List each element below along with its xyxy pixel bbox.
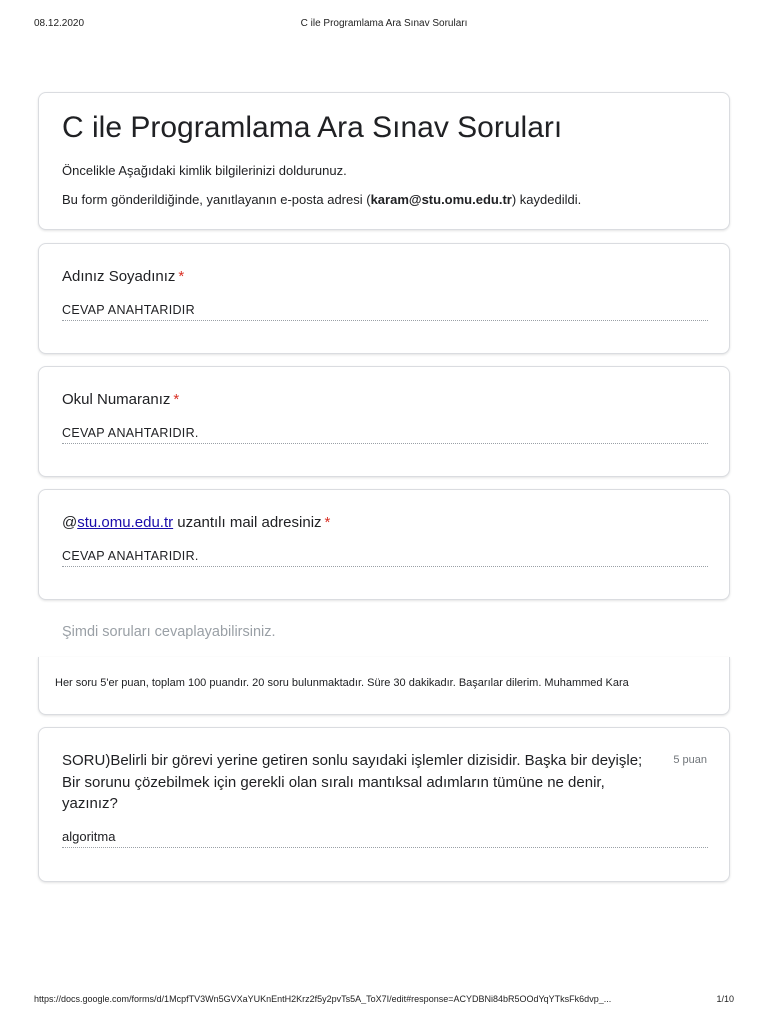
email-note <box>62 192 581 207</box>
question-label <box>62 514 330 531</box>
domain-link[interactable]: stu.omu.edu.tr <box>77 514 174 531</box>
form-header-card <box>38 92 730 230</box>
email-note-prefix: Bu form gönderildiğinde, yanıtlayanın e-posta adresi ( <box>62 192 371 207</box>
question-text-suffix: uzantılı mail adresiniz <box>173 514 322 531</box>
required-mark: * <box>178 268 185 285</box>
form-description: Öncelikle Aşağıdaki kimlik bilgilerinizi doldurunuz. <box>62 163 347 178</box>
print-date: 08.12.2020 <box>34 18 85 29</box>
question-card-algorithm <box>38 727 730 882</box>
answer-text: CEVAP ANAHTARIDIR <box>62 303 708 321</box>
question-text: SORU)Belirli bir görevi yerine getiren sonlu sayıdaki işlemler dizisidir. Başka bir deyişle; Bir sorunu çözebilmek için gerekli olan sıralı mantıksal adımların tümüne ne denir, yazınız? <box>62 752 643 812</box>
print-url: https://docs.google.com/forms/d/1McpfTV3Wn5GVXaYUKnEntH2Krz2f5y2pvTs5A_ToX7I/edit#response=ACYDBNi84bR5OOdYqYTksFk6dvp_... <box>34 994 612 1004</box>
question-text: Okul Numaranız <box>62 391 171 408</box>
question-label <box>62 268 184 285</box>
section-title: Şimdi soruları cevaplayabilirsiniz. <box>62 624 276 640</box>
answer-text: algoritma <box>62 829 708 848</box>
respondent-email: karam@stu.omu.edu.tr <box>370 192 512 207</box>
answer-text: CEVAP ANAHTARIDIR. <box>62 549 708 567</box>
question-card-email <box>38 489 730 600</box>
answer-text: CEVAP ANAHTARIDIR. <box>62 426 708 444</box>
email-note-suffix: ) kaydedildi. <box>511 192 582 207</box>
print-title: C ile Programlama Ara Sınav Soruları <box>300 18 468 29</box>
required-mark: * <box>173 391 180 408</box>
section-info-card <box>38 657 730 715</box>
question-label <box>62 391 179 408</box>
page-number: 1/10 <box>716 994 734 1004</box>
question-text: Adınız Soyadınız <box>62 268 176 285</box>
question-card-number <box>38 366 730 477</box>
question-text-prefix: @ <box>62 514 78 531</box>
section-info-text: Her soru 5'er puan, toplam 100 puandır. 20 soru bulunmaktadır. Süre 30 dakikadır. Başarılar dilerim. Muhammed Kara <box>55 677 629 689</box>
required-mark: * <box>324 514 331 531</box>
question-card-name <box>38 243 730 354</box>
form-title: C ile Programlama Ara Sınav Soruları <box>62 111 563 144</box>
points-badge: 5 puan <box>673 754 707 766</box>
